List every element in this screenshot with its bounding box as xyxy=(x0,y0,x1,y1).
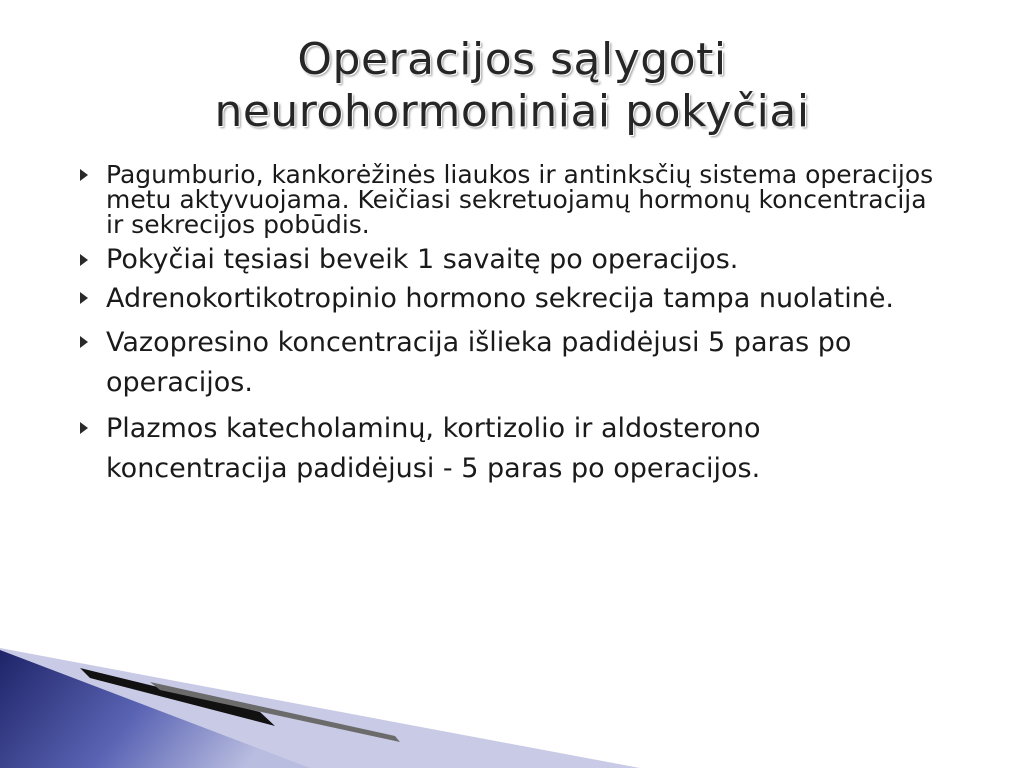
bullet-item xyxy=(80,245,950,275)
bullet-text: Adrenokortikotropinio hormono sekrecija tampa nuolatinė. xyxy=(106,283,895,314)
title-line-2: neurohormoniniai pokyčiai xyxy=(214,86,810,137)
triangle-bullet-icon xyxy=(80,292,88,304)
triangle-bullet-icon xyxy=(80,422,88,434)
title-line-1: Operacijos sąlygoti xyxy=(297,34,727,85)
bullet-item xyxy=(80,162,950,237)
triangle-bullet-icon xyxy=(80,254,88,266)
bullet-text: Vazopresino koncentracija išlieka padidėjusi 5 paras po operacijos. xyxy=(106,327,852,398)
slide-title xyxy=(120,34,904,138)
triangle-bullet-icon xyxy=(80,336,88,348)
bullet-item xyxy=(80,279,950,319)
bullet-list xyxy=(80,162,950,489)
bullet-item xyxy=(80,323,950,403)
triangle-bullet-icon xyxy=(80,169,88,181)
bullet-text: Pokyčiai tęsiasi beveik 1 savaitę po operacijos. xyxy=(106,244,739,275)
bullet-item xyxy=(80,409,950,489)
bullet-text: Pagumburio, kankorėžinės liaukos ir antinksčių sistema operacijos metu aktyvuojama. Keičiasi sekretuojamų hormonų koncentracija ir sekrecijos pobūdis. xyxy=(106,160,934,239)
bullet-text: Plazmos katecholaminų, kortizolio ir aldosterono koncentracija padidėjusi - 5 paras po operacijos. xyxy=(106,413,761,484)
